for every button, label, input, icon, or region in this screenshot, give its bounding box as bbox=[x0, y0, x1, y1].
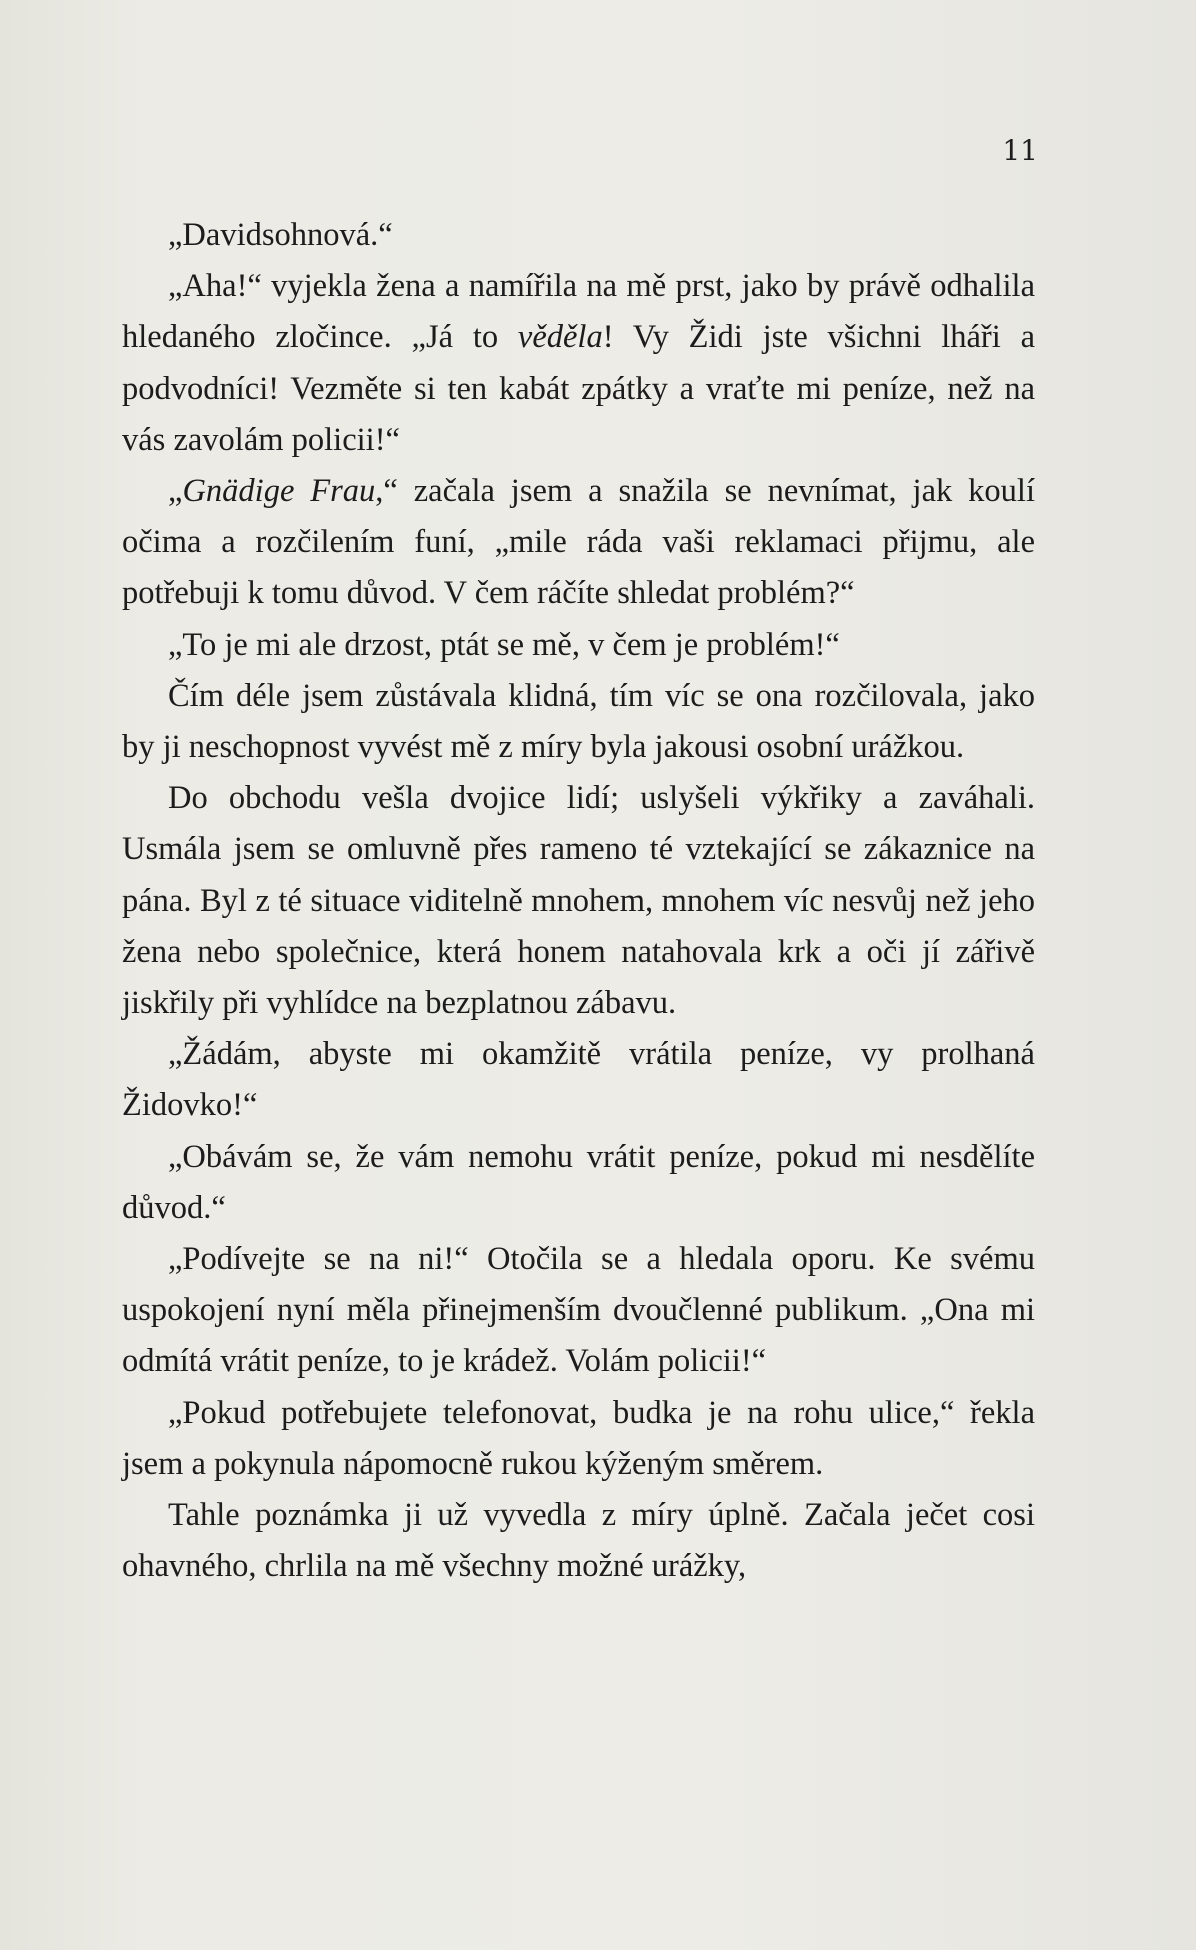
paragraph-3-start: „ bbox=[168, 473, 183, 510]
page-number: 11 bbox=[1002, 134, 1038, 167]
paragraph-8: „Obávám se, že vám nemohu vrátit peníze, pokud mi nesdělíte důvod.“ bbox=[122, 1138, 1035, 1226]
paragraph-7: „Žádám, abyste mi okamžitě vrátila peníze, vy prolhaná Židovko!“ bbox=[122, 1036, 1035, 1124]
paragraph-4: „To je mi ale drzost, ptát se mě, v čem je problém!“ bbox=[168, 626, 840, 663]
paragraph-2 bbox=[122, 261, 1035, 466]
paragraph-3-end: ,“ začala jsem a snažila se nevnímat, jak koulí očima a rozčilením funí, „mile ráda vaši reklamaci přijmu, ale potřebuji k tomu důvod. V čem ráčíte shledat problém?“ bbox=[122, 473, 1035, 612]
body-text bbox=[122, 210, 1035, 1592]
paragraph-3-emphasis: Gnädige Frau bbox=[182, 473, 376, 510]
paragraph-10: „Pokud potřebujete telefonovat, budka je na rohu ulice,“ řekla jsem a pokynula nápomocně rukou kýženým směrem. bbox=[122, 1394, 1035, 1482]
paragraph-9: „Podívejte se na ni!“ Otočila se a hledala oporu. Ke svému uspokojení nyní měla přinejmenším dvoučlenné publikum. „Ona mi odmítá vrátit peníze, to je krádež. Volám policii!“ bbox=[122, 1241, 1035, 1380]
paragraph-11: Tahle poznámka ji už vyvedla z míry úplně. Začala ječet cosi ohavného, chrlila na mě všechny možné urážky, bbox=[122, 1497, 1035, 1585]
paragraph-2-emphasis: věděla bbox=[517, 319, 603, 356]
paragraph-5: Čím déle jsem zůstávala klidná, tím víc se ona rozčilovala, jako by ji neschopnost vyvést mě z míry byla jakousi osobní urážkou. bbox=[122, 677, 1035, 766]
paragraph-3 bbox=[122, 466, 1035, 620]
paragraph-2-end: ! Vy Židi jste všichni lháři a podvodníci! Vezměte si ten kabát zpátky a vraťte mi peníze, než na vás zavolám policii!“ bbox=[122, 319, 1036, 458]
paragraph-1: „Davidsohnová.“ bbox=[168, 217, 393, 253]
paragraph-2-start: „Aha!“ vyjekla žena a namířila na mě prst, jako by právě odhalila hledaného zločince. „Já to bbox=[122, 268, 1035, 356]
paragraph-6: Do obchodu vešla dvojice lidí; uslyšeli výkřiky a zaváhali. Usmála jsem se omluvně přes rameno té vztekající se zákaznice na pána. Byl z té situace viditelně mnohem, mnohem víc nesvůj než jeho žena nebo společnice, která honem natahovala krk a oči jí zářivě jiskřily při vyhlídce na bezplatnou zábavu. bbox=[122, 780, 1035, 1022]
